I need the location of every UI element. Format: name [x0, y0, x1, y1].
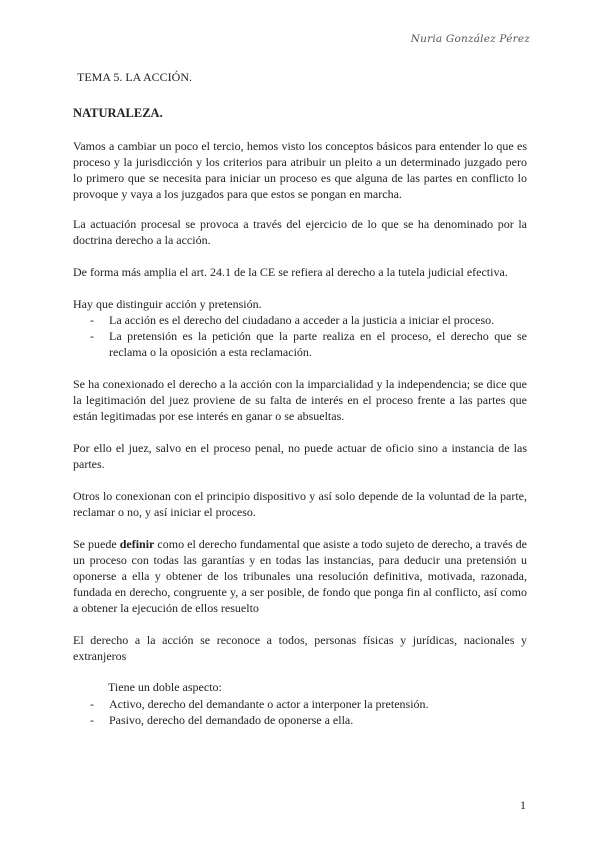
list-item: - La acción es el derecho del ciudadano a acceder a la justicia a iniciar el proceso.: [90, 313, 495, 327]
bold-term: definir: [119, 537, 155, 551]
paragraph-1: Vamos a cambiar un poco el tercio, hemos visto los conceptos básicos para entender lo que es proceso y la jurisdicción y los criterios para atribuir un pleito a un determinado juzgado pero lo primero que se necesita para iniciar un proceso es que alguna de las partes en conflicto lo provoque y vaya a los juzgados para que estos se pongan en marcha.: [73, 139, 527, 201]
paragraph-7: Otros lo conexionan con el principio dispositivo y así solo depende de la voluntad de la parte, reclamar o no, y así iniciar el proceso.: [73, 489, 527, 519]
paragraph-3: De forma más amplia el art. 24.1 de la CE se refiera al derecho a la tutela judicial efectiva.: [73, 265, 508, 279]
list-item: - Pasivo, derecho del demandado de oponerse a ella.: [90, 713, 354, 727]
author-signature: Nuria González Pérez: [410, 33, 530, 45]
list-item: - Activo, derecho del demandante o actor a interponer la pretensión.: [90, 697, 429, 711]
section-heading: NATURALEZA.: [73, 106, 163, 120]
paragraph-4: Hay que distinguir acción y pretensión.: [73, 297, 262, 311]
paragraph-5: Se ha conexionado el derecho a la acción con la imparcialidad y la independencia; se dice que la legitimación del juez proviene de su falta de interés en el proceso frente a las partes que están legitimadas por ese interés en ganar o se absueltas.: [73, 377, 527, 423]
paragraph-9: El derecho a la acción se reconoce a todos, personas físicas y jurídicas, nacionales y extranjeros: [73, 633, 527, 663]
aspect-list: [90, 696, 527, 728]
list-item: - La pretensión es la petición que la parte realiza en el proceso, el derecho que se reclama o la oposición a esta reclamación.: [90, 329, 527, 359]
paragraph-10: Tiene un doble aspecto:: [108, 680, 222, 694]
page-number: 1: [520, 798, 526, 812]
page-title: TEMA 5. LA ACCIÓN.: [77, 70, 193, 84]
paragraph-8: Se puede definir como el derecho fundamental que asiste a todo sujeto de derecho, a través de un proceso con todas las garantías y en todas las instancias, para deducir una pretensión u oponerse a ella y obtener de los tribunales una resolución definitiva, motivada, razonada, fundada en derecho, congruente y, a ser posible, de fondo que ponga fin al conflicto, así como a obtener la ejecución de ellos resuelto: [73, 537, 528, 615]
distinction-list: [90, 312, 527, 360]
paragraph-2: La actuación procesal se provoca a través del ejercicio de lo que se ha denominado por la doctrina derecho a la acción.: [73, 217, 527, 247]
paragraph-6: Por ello el juez, salvo en el proceso penal, no puede actuar de oficio sino a instancia de las partes.: [73, 441, 527, 471]
